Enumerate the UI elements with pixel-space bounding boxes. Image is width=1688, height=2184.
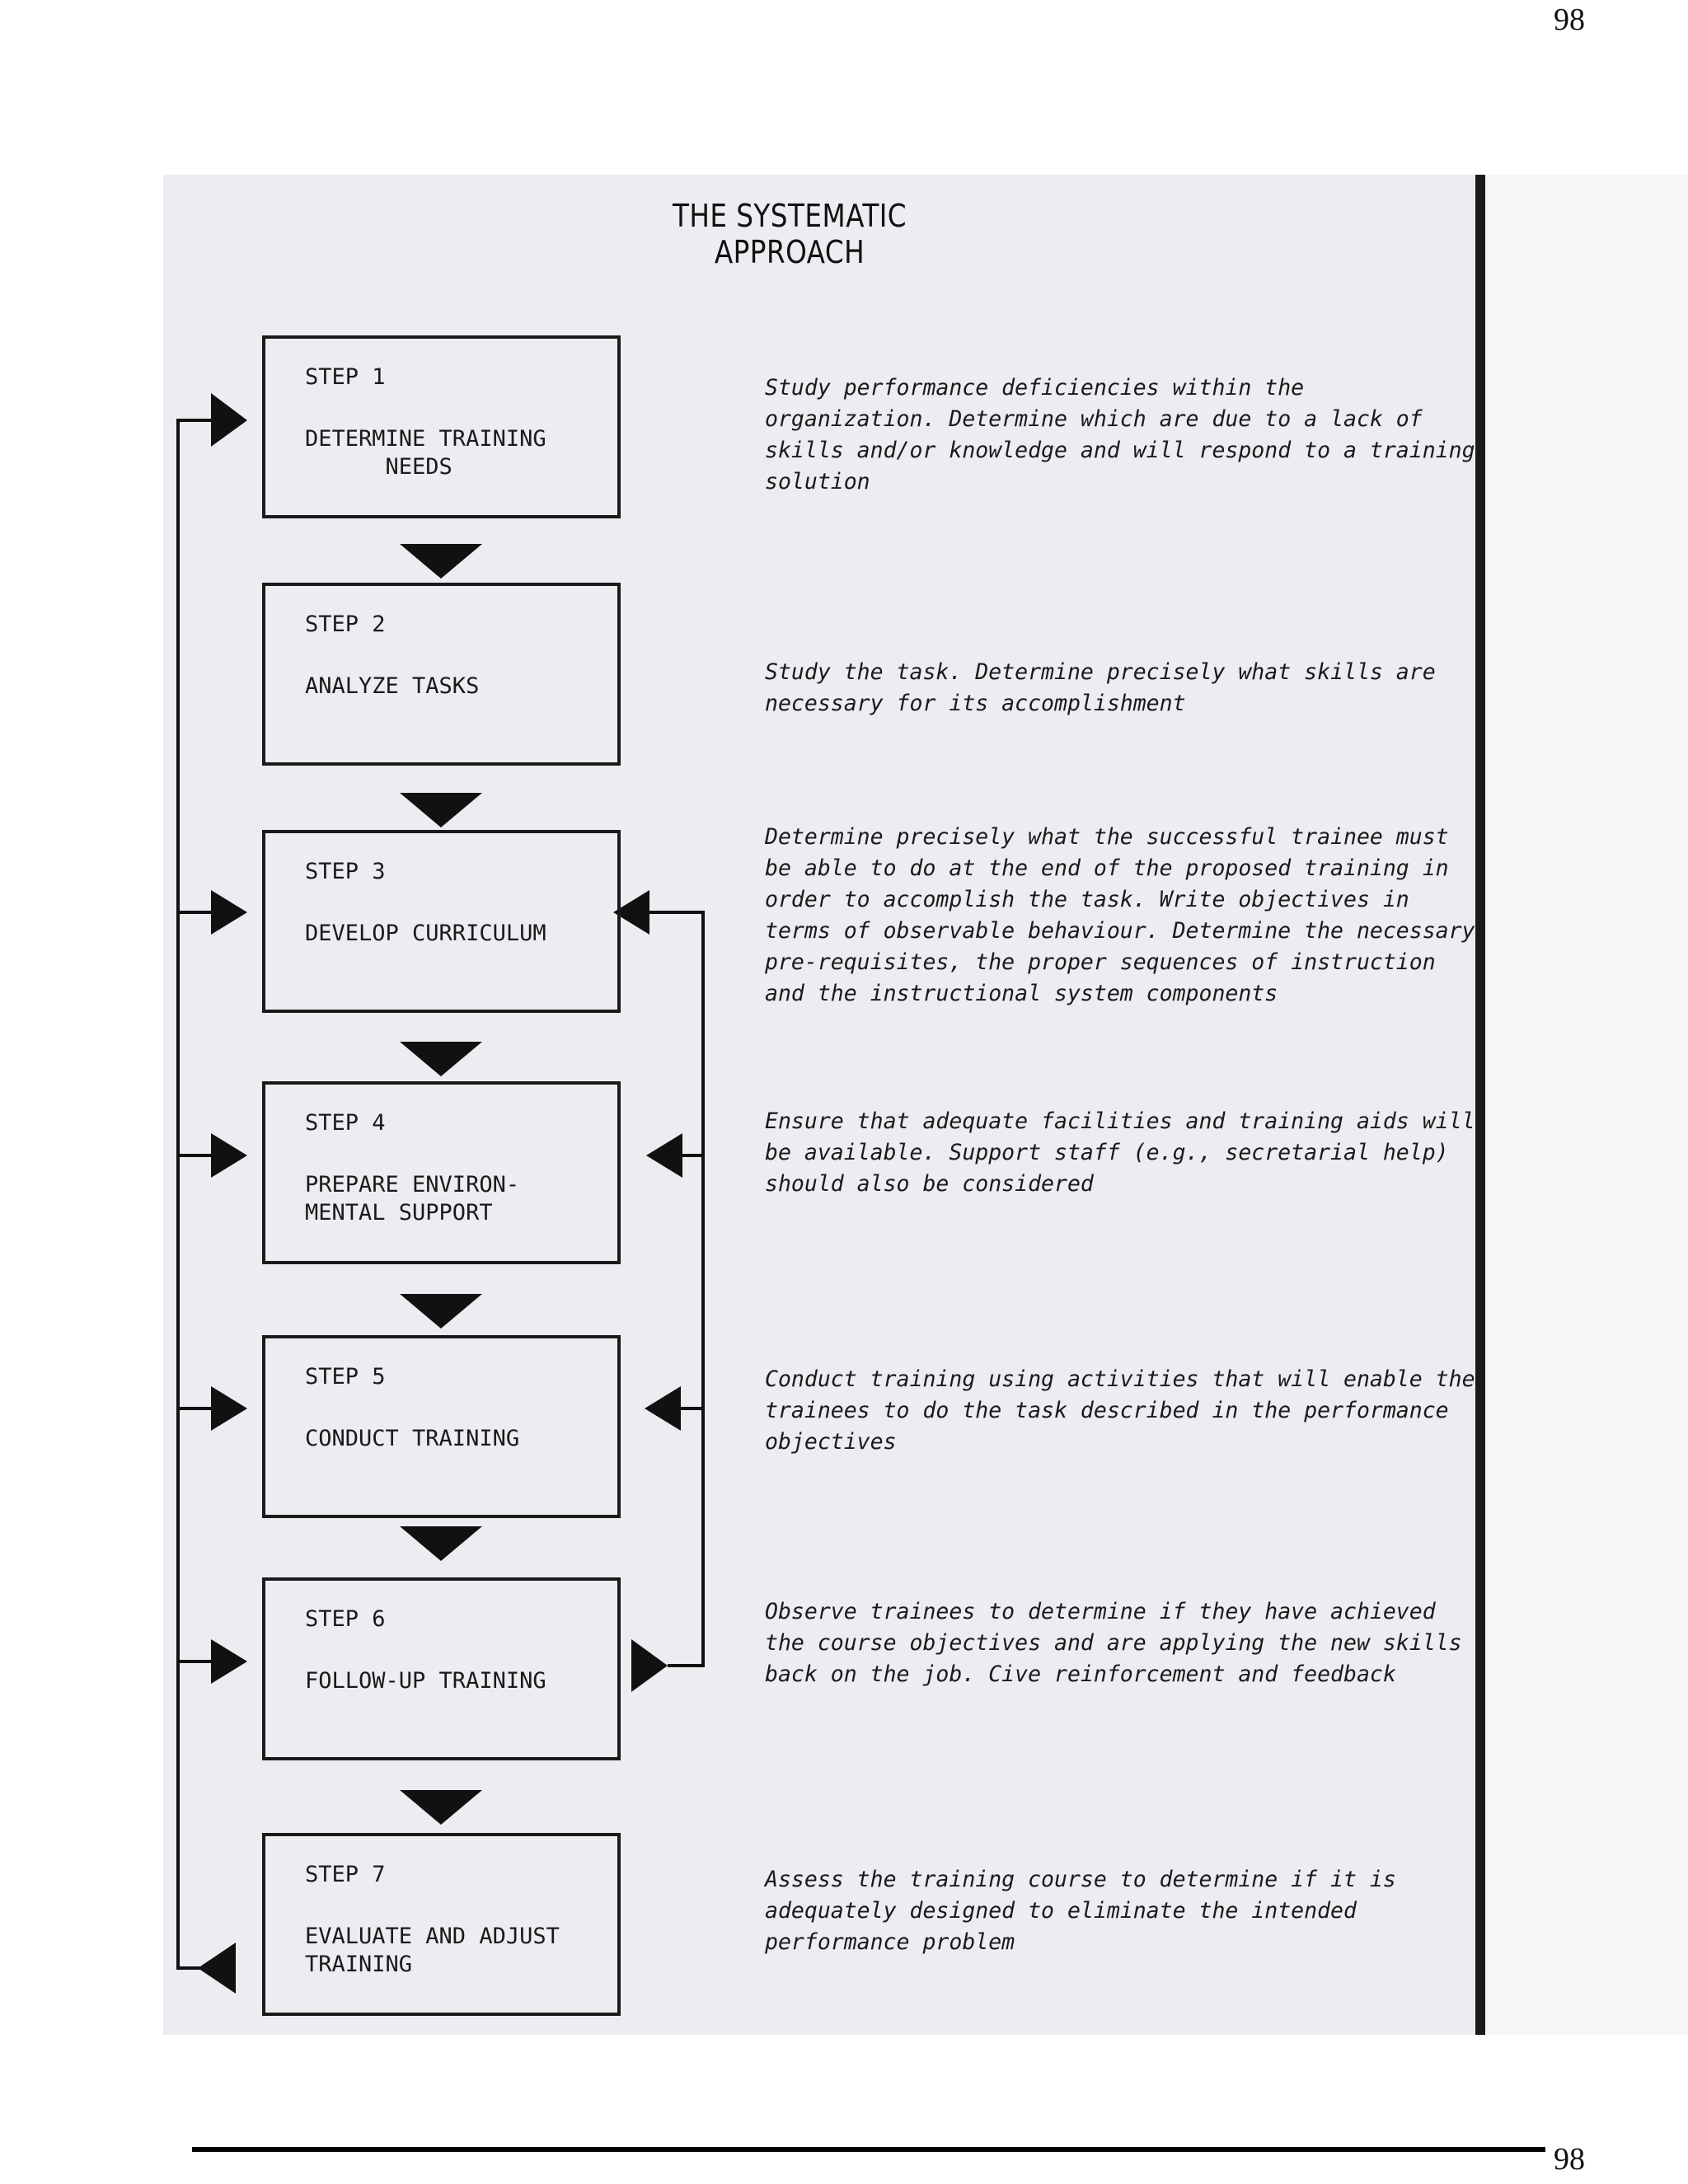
step-2-box	[262, 583, 621, 766]
step-3-number: STEP 3	[305, 859, 386, 884]
step-2-name: ANALYZE TASKS	[305, 673, 480, 699]
scanned-figure	[163, 175, 1482, 2035]
step-4-description: Ensure that adequate facilities and training aids will be available. Support staff (e.g., secretarial help) should also be considered	[765, 1108, 1475, 1197]
down-arrow-6-7	[400, 1790, 482, 1825]
step-1-number: STEP 1	[305, 364, 386, 390]
page-number-top: 98	[1554, 2, 1585, 37]
step-5-box	[262, 1335, 621, 1518]
step-3-box	[262, 830, 621, 1013]
step-2-description: Study the task. Determine precisely what skills are necessary for its accomplishment	[765, 659, 1436, 716]
footer-rule	[192, 2147, 1545, 2152]
step-7-name: EVALUATE AND ADJUST TRAINING	[305, 1924, 560, 1977]
step-1-name: DETERMINE TRAINING NEEDS	[305, 426, 546, 480]
left-feedback-line	[178, 420, 236, 1968]
down-arrow-3-4	[400, 1042, 482, 1076]
left-arrow-step6	[211, 1639, 247, 1684]
down-arrow-4-5	[400, 1294, 482, 1329]
step-6-name: FOLLOW-UP TRAINING	[305, 1668, 546, 1694]
step-6-box	[262, 1577, 621, 1760]
step-5-description: Conduct training using activities that will enable the trainees to do the task described in the performance objectives	[765, 1366, 1475, 1455]
step-4-box	[262, 1081, 621, 1264]
step-2-number: STEP 2	[305, 612, 386, 637]
left-arrow-step1	[211, 393, 247, 447]
right-arrow-step4	[646, 1133, 682, 1178]
step-3-name: DEVELOP CURRICULUM	[305, 921, 546, 946]
step-1-description: Study performance deficiencies within the organization. Determine which are due to a lack of skills and/or knowledge and will respond to a training solution	[765, 375, 1475, 494]
step-6-number: STEP 6	[305, 1606, 386, 1632]
step-5-number: STEP 5	[305, 1364, 386, 1390]
step-5-name: CONDUCT TRAINING	[305, 1426, 520, 1451]
step-3-description: Determine precisely what the successful trainee must be able to do at the end of the proposed training in order to accomplish the task. Write objectives in terms of observable behaviour. Determine the necessary pre-requisites, the proper sequences of instruction and the instructional system components	[765, 824, 1475, 1006]
step-7-number: STEP 7	[305, 1862, 386, 1887]
left-arrow-step3	[211, 890, 247, 935]
step-4-name: PREPARE ENVIRON- MENTAL SUPPORT	[305, 1172, 520, 1226]
left-arrow-step5	[211, 1386, 247, 1431]
down-arrow-1-2	[400, 544, 482, 579]
diagram-title: THE SYSTEMATIC APPROACH	[672, 198, 907, 270]
step-6-description: Observe trainees to determine if they have achieved the course objectives and are applying the new skills back on the job. Cive reinforcement and feedback	[765, 1599, 1462, 1687]
right-feedback-line	[649, 912, 703, 1666]
step-7-description: Assess the training course to determine if it is adequately designed to eliminate the intended performance problem	[765, 1867, 1396, 1955]
scan-margin	[1484, 175, 1688, 2035]
step-1-box	[262, 335, 621, 518]
step-4-number: STEP 4	[305, 1110, 386, 1136]
page-number-bottom: 98	[1554, 2142, 1585, 2177]
right-arrow-step5	[645, 1386, 681, 1431]
down-arrow-2-3	[400, 793, 482, 827]
left-arrow-step4	[211, 1133, 247, 1178]
down-arrow-5-6	[400, 1526, 482, 1561]
step-7-box	[262, 1833, 621, 2016]
right-arrow-step6	[631, 1639, 668, 1692]
